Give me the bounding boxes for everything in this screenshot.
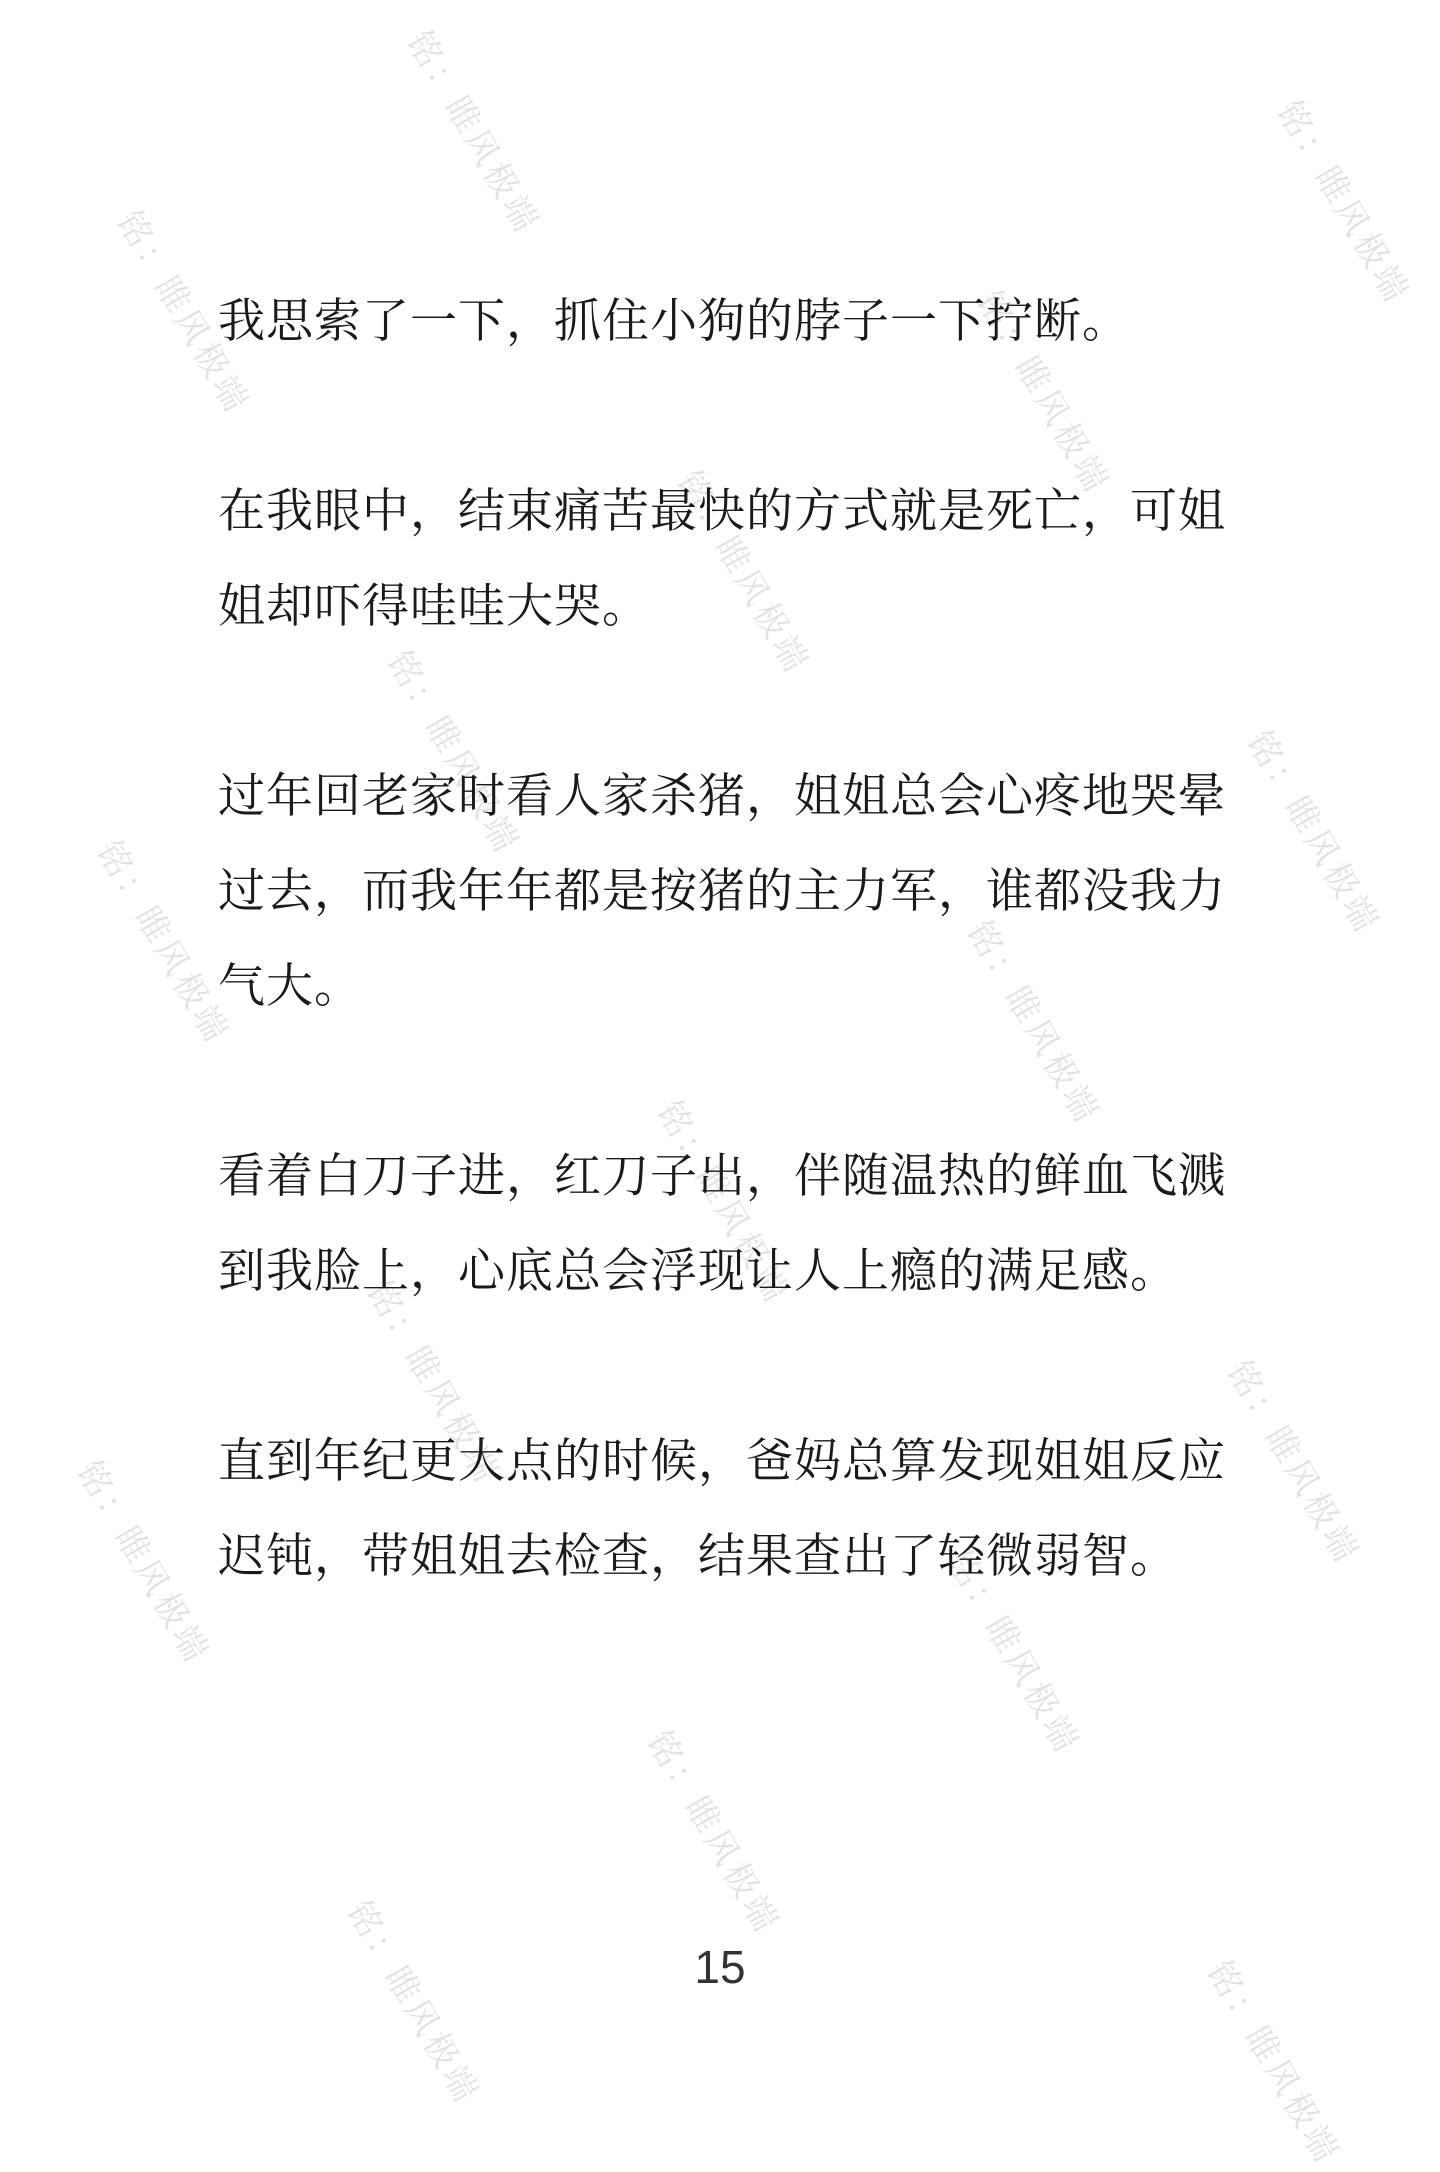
paragraph: 我思索了一下，抓住小狗的脖子一下拧断。 (218, 294, 1130, 349)
paragraph: 直到年纪更大点的时候，爸妈总算发现姐姐反应迟钝，带姐姐去检查，结果查出了轻微弱智。 (218, 1434, 1226, 1584)
watermark: 铭：睢风极端 (358, 1274, 508, 1492)
watermark: 铭：睢风极端 (958, 914, 1108, 1132)
watermark: 铭：睢风极端 (398, 24, 548, 242)
watermark: 铭：睢风极端 (938, 1544, 1088, 1762)
watermark: 铭：睢风极端 (648, 1094, 798, 1312)
paragraph: 看着白刀子进，红刀子出，伴随温热的鲜血飞溅到我脸上，心底总会浮现让人上瘾的满足感。 (218, 1149, 1226, 1299)
page-number: 15 (694, 1941, 746, 1993)
watermark: 铭：睢风极端 (1238, 724, 1388, 942)
paragraph: 在我眼中，结束痛苦最快的方式就是死亡，可姐姐却吓得哇哇大哭。 (218, 484, 1226, 634)
watermark: 铭：睢风极端 (638, 1724, 788, 1942)
body-text (218, 274, 1228, 1699)
watermark: 铭：睢风极端 (68, 1454, 218, 1672)
watermark: 铭：睢风极端 (1268, 94, 1418, 312)
watermark: 铭：睢风极端 (668, 464, 818, 682)
watermark: 铭：睢风极端 (1198, 1954, 1348, 2172)
watermark: 铭：睢风极端 (1218, 1354, 1368, 1572)
paragraph: 过年回老家时看人家杀猪，姐姐总会心疼地哭晕过去，而我年年都是按猪的主力军，谁都没我力气大。 (218, 769, 1226, 1014)
watermark: 铭：睢风极端 (88, 834, 238, 1052)
watermark: 铭：睢风极端 (968, 284, 1118, 502)
watermark: 铭：睢风极端 (108, 204, 258, 422)
watermark: 铭：睢风极端 (338, 1894, 488, 2112)
watermark: 铭：睢风极端 (378, 644, 528, 862)
